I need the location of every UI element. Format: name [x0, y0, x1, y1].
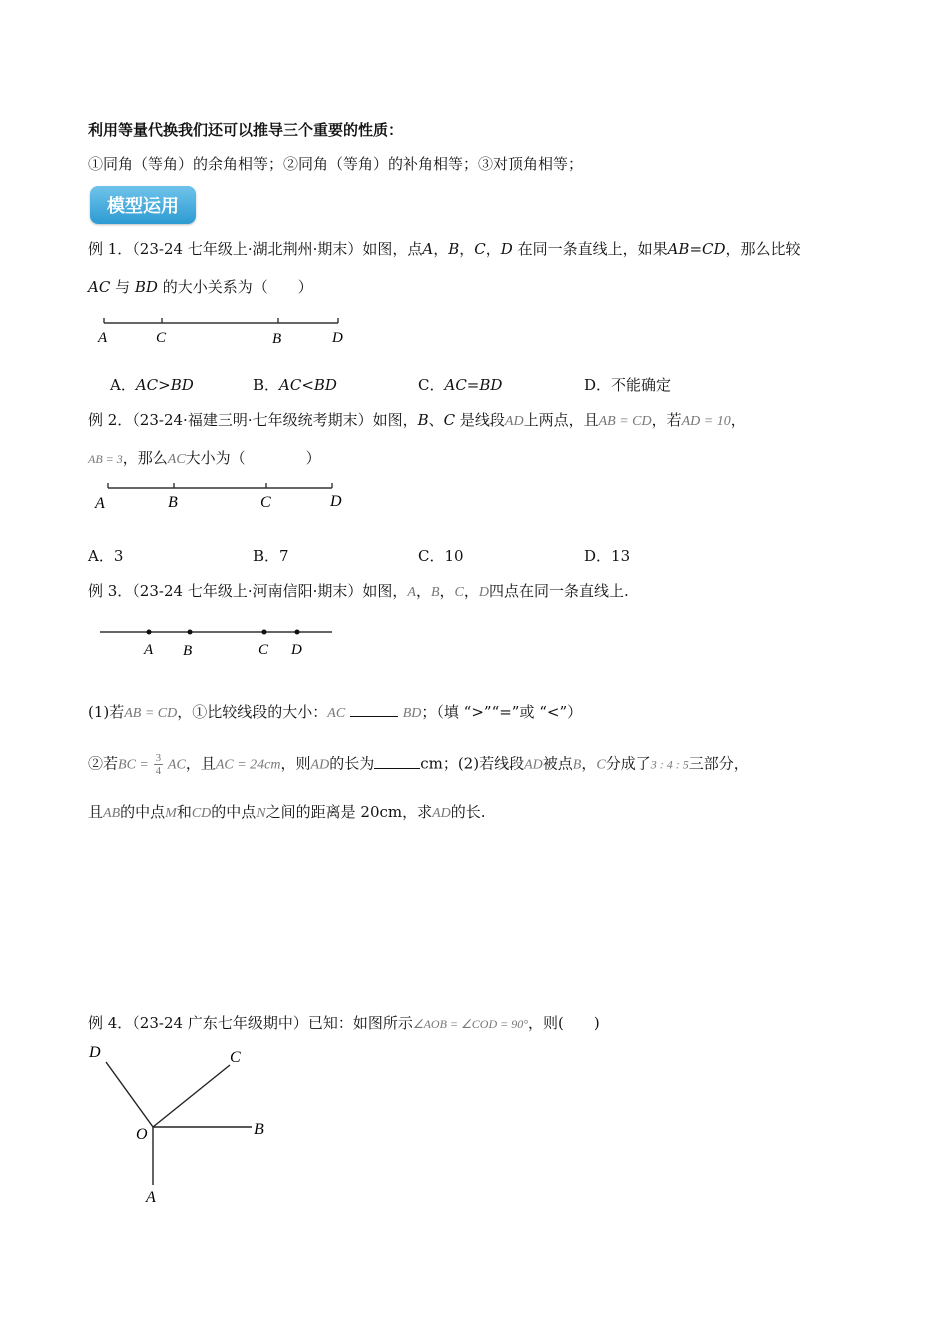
section-badge: 模型运用	[90, 186, 196, 224]
ex3-answer-blank-length[interactable]	[374, 754, 420, 769]
ex4-label-a: A	[146, 1189, 156, 1206]
ex1-option-c[interactable]: C．AC=BD	[418, 376, 503, 394]
ex3-label-c: C	[258, 642, 269, 658]
ex3-answer-blank-compare[interactable]	[350, 702, 398, 717]
ex1-question-line-1: 例 1．（23-24 七年级上·湖北荆州·期末）如图，点A，B，C，D 在同一条直线上，如果AB=CD，那么比较	[88, 240, 801, 258]
ex2-label-d: D	[330, 493, 342, 510]
ex1-option-a[interactable]: A．AC>BD	[110, 376, 194, 394]
ex2-option-b[interactable]: B．7	[253, 547, 289, 565]
ex1-option-b[interactable]: B．AC<BD	[253, 376, 337, 394]
ex3-part-2: ②若BC = $\frac{3}{4}$ AC，且AC = 24cm，则AD的长为 cm；(2)若线段AD被点B，C分成了3 : 4 : 5三部分，	[88, 752, 749, 777]
ex3-fraction: $\frac{3}{4}$	[155, 752, 162, 777]
ex4-label-o: O	[136, 1126, 148, 1143]
ex2-option-a[interactable]: A．3	[88, 547, 124, 565]
ex4-label-b: B	[254, 1121, 264, 1138]
ex2-label-a: A	[95, 495, 105, 512]
ex1-label-b: B	[272, 331, 282, 347]
ex3-part-1: (1)若AB = CD，①比较线段的大小：AC BD；（填 “>”“=”或 “<”）	[88, 703, 583, 721]
ex4-question: 例 4．（23-24 广东七年级期中）已知：如图所示∠AOB = ∠COD = 90°，则( )	[88, 1014, 600, 1032]
ex1-question-line-2: AC 与 BD 的大小关系为（ ）	[88, 278, 313, 296]
ex3-line-figure	[98, 622, 338, 660]
ex3-part-3: 且AB的中点M和CD的中点N之间的距离是 20cm，求AD的长.	[88, 803, 486, 821]
ex3-label-a: A	[144, 642, 154, 658]
ex4-label-c: C	[230, 1049, 241, 1066]
ex3-question-line-1: 例 3．（23-24 七年级上·河南信阳·期末）如图，A，B，C，D四点在同一条直线上.	[88, 582, 629, 600]
intro-line-1: 利用等量代换我们还可以推导三个重要的性质：	[88, 121, 404, 139]
ex1-label-d: D	[332, 330, 343, 346]
ex1-option-d[interactable]: D．不能确定	[584, 376, 672, 394]
ex2-label-c: C	[260, 494, 271, 511]
ex2-label-b: B	[168, 494, 178, 511]
ex1-label-a: A	[98, 330, 108, 346]
ex4-angle-figure	[84, 1040, 284, 1210]
ex3-label-d: D	[291, 642, 302, 658]
intro-line-2: ①同角（等角）的余角相等；②同角（等角）的补角相等；③对顶角相等；	[88, 155, 584, 173]
ex3-label-b: B	[183, 643, 193, 659]
ex1-label-c: C	[156, 330, 167, 346]
ex4-label-d: D	[89, 1044, 101, 1061]
ex1-line-figure	[92, 312, 352, 348]
ex2-option-c[interactable]: C．10	[418, 547, 464, 565]
ex2-question-line-2: AB = 3，那么AC大小为（ ）	[88, 449, 321, 467]
ex2-question-line-1: 例 2．（23-24·福建三明·七年级统考期末）如图，B、C 是线段AD上两点，且AB = CD，若AD = 10，	[88, 411, 746, 429]
ex2-line-figure	[92, 479, 354, 515]
ex2-option-d[interactable]: D．13	[584, 547, 631, 565]
